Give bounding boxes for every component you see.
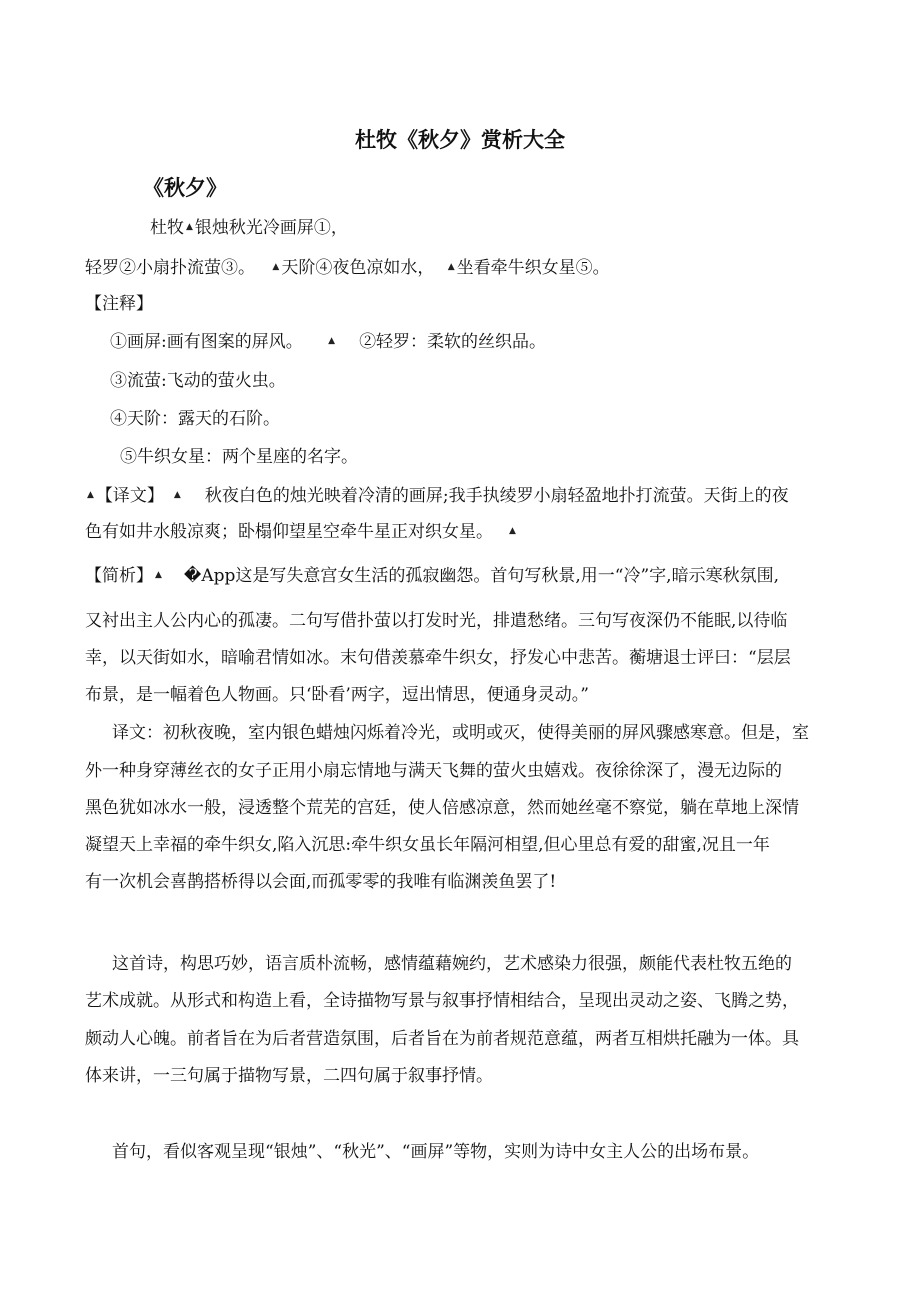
analysis-line-4: 布景，是一幅着色人物画。只‘卧看’两字，逗出情思，便通身灵动。”	[85, 685, 589, 705]
analysis-line-1	[85, 565, 779, 587]
prose-1-line-5: 有一次机会喜鹊搭桥得以会面,而孤零零的我唯有临渊羡鱼罢了!	[85, 872, 557, 892]
prose-2-line-4: 体来讲，一三句属于描物写景，二四句属于叙事抒情。	[85, 1066, 493, 1086]
page-title: 杜牧《秋夕》赏析大全	[355, 128, 565, 152]
decoration-mark-icon: ▲	[447, 262, 455, 272]
translation-heading: 【译文】	[95, 486, 164, 506]
prose-2-line-2: 艺术成就。从形式和构造上看，全诗描物写景与叙事抒情相结合，呈现出灵动之姿、飞腾之势，	[85, 991, 799, 1011]
translation-line-2	[85, 521, 518, 543]
decoration-mark-icon: ▲	[87, 490, 94, 500]
prose-1-line-4: 凝望天上幸福的牵牛织女,陷入沉思:牵牛织女虽长年隔河相望,但心里总有爱的甜蜜,况且一年	[85, 835, 770, 855]
prose-1-line-2: 外一种身穿薄丝衣的女子正用小扇忘情地与满天飞舞的萤火虫嬉戏。夜徐徐深了，漫无边际的	[85, 761, 782, 781]
note-1: ①画屏:画有图案的屏风。	[110, 332, 303, 352]
notes-heading: 【注释】	[85, 294, 153, 314]
note-5: ⑤牛织女星：两个星座的名字。	[120, 447, 358, 467]
decoration-mark-icon: ▲	[173, 490, 181, 500]
translation-line-1	[85, 485, 789, 507]
decoration-mark-icon: ▲	[272, 262, 280, 272]
prose-2-line-3: 颇动人心魄。前者旨在为后者营造氛围，后者旨在为前者规范意蕴，两者互相烘托融为一体。具	[85, 1029, 799, 1049]
note-2: ②轻罗：柔软的丝织品。	[359, 332, 547, 352]
analysis-line-2: 又衬出主人公内心的孤凄。二句写借扑萤以打发时光，排遣愁绪。三句写夜深仍不能眠,以待临	[85, 611, 788, 631]
poem-line-1	[150, 217, 348, 239]
poem-verse-4: 坐看牵牛织女星⑤。	[456, 258, 610, 278]
prose-3-line-1: 首句，看似客观呈现“银烛”、“秋光”、“画屏”等物，实则为诗中女主人公的出场布景。	[112, 1142, 760, 1162]
note-4: ④天阶：露天的石阶。	[110, 409, 280, 429]
analysis-text-1: �App这是写失意宫女生活的孤寂幽怨。首句写秋景,用一“冷”字,暗示寒秋氛围,	[183, 566, 779, 586]
prose-1-line-1: 译文：初秋夜晚，室内银色蜡烛闪烁着冷光，或明或灭，使得美丽的屏风骤感寒意。但是，室	[112, 723, 809, 743]
note-line-1	[110, 331, 546, 353]
translation-text-1: 秋夜白色的烛光映着冷清的画屏;我手执绫罗小扇轻盈地扑打流萤。天街上的夜	[204, 486, 789, 506]
decoration-mark-icon: ▲	[509, 526, 516, 536]
decoration-mark-icon: ▲	[155, 570, 162, 580]
translation-text-2: 色有如井水般凉爽；卧榻仰望星空牵牛星正对织女星。	[85, 522, 493, 542]
prose-1-line-3: 黑色犹如冰水一般，浸透整个荒芜的宫廷，使人倍感凉意，然而她丝毫不察觉，躺在草地上深情	[85, 798, 799, 818]
poem-author: 杜牧	[150, 218, 184, 238]
poem-verse-3: 天阶④夜色凉如水，	[281, 258, 435, 278]
decoration-mark-icon: ▲	[186, 222, 193, 232]
note-3: ③流萤:飞动的萤火虫。	[110, 371, 286, 391]
poem-line-2	[85, 257, 610, 279]
prose-2-line-1: 这首诗，构思巧妙，语言质朴流畅，感情蕴藉婉约，艺术感染力很强，颇能代表杜牧五绝的	[112, 954, 792, 974]
analysis-heading: 【简析】	[85, 566, 153, 586]
decoration-mark-icon: ▲	[328, 336, 336, 346]
poem-title: 《秋夕》	[143, 176, 227, 200]
poem-verse-1: 银烛秋光冷画屏①，	[194, 218, 348, 238]
poem-verse-2: 轻罗②小扇扑流萤③。	[85, 258, 255, 278]
analysis-line-3: 幸，以天街如水，暗喻君情如冰。末句借羡慕牵牛织女，抒发心中悲苦。蘅塘退士评曰：“层层	[85, 648, 791, 668]
